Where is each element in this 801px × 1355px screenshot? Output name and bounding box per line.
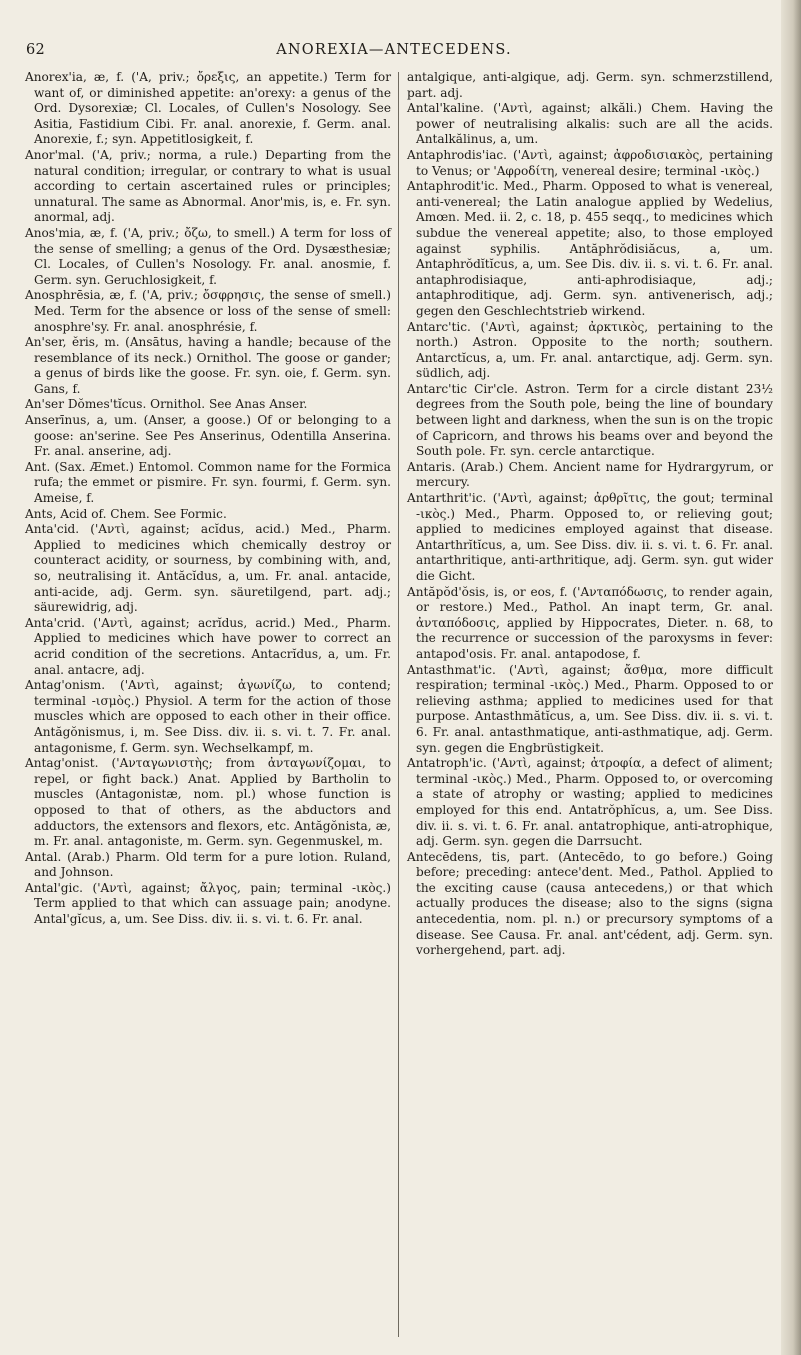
running-title: ANOREXIA—ANTECEDENS. (276, 42, 512, 58)
entry-antecedens: Antecēdens, tis, part. (Antecēdo, to go before.) Going before; preceding: antece'dent. Med., Pathol. Applied to the exciting cause (causa antecedens,) or that which actually produces the disease; also to the signs (signa antecedentia, nom. pl. n.) or precursory symptoms of a disease. See Causa. Fr. anal. ant'cédent, adj. Germ. syn. vorhergehend, part. adj. (407, 849, 773, 958)
entry-antaphrodisiac: Antaphrodis'iac. ('Αντὶ, against; ἀφροδισιακὸς, pertaining to Venus; or 'Αφροδίτη, venereal desire; terminal -ικὸς.) (407, 147, 773, 178)
entry-antarctic: Antarc'tic. ('Αντὶ, against; ἀρκτικὸς, pertaining to the north.) Astron. Opposite to the north; southern. Antarctĭcus, a, um. Fr. anal. antarctique, adj. Germ. syn. südlich, adj. (407, 319, 773, 381)
entry-antaris: Antaris. (Arab.) Chem. Ancient name for Hydrargyrum, or mercury. (407, 459, 773, 490)
entry-antal: Antal. (Arab.) Pharm. Old term for a pure lotion. Ruland, and Johnson. (25, 849, 391, 880)
entry-antarctic-circle: Antarc'tic Cir'cle. Astron. Term for a circle distant 23½ degrees from the South pole, being the line of boundary between light and darkness, when the sun is on the tropic of Capricorn, and throws his beams over and beyond the South pole. Fr. syn. cercle antarctique. (407, 381, 773, 459)
entry-anormal: Anor'mal. ('A, priv.; norma, a rule.) Departing from the natural condition; irregular, or contrary to what is usual according to certain ascertained rules or principles; unnatural. The same as Abnormal. Anor'mis, is, e. Fr. syn. anormal, adj. (25, 147, 391, 225)
entry-antatrophic: Antatroph'ic. ('Αντὶ, against; ἀτροφία, a defect of aliment; terminal -ικὸς.) Med., Pharm. Opposed to, or overcoming a state of atrophy or wasting; applied to medicines employed for this end. Antatrŏphĭcus, a, um. See Diss. div. ii. s. vi. t. 6. Fr. anal. antatrophique, anti-atrophique, adj. Germ. syn. gegen die Darrsucht. (407, 756, 773, 849)
entry-antagonism: Antag'onism. ('Αντὶ, against; ἀγωνίζω, to contend; terminal -ισμὸς.) Physiol. A term for the action of those muscles which are opposed to each other in their office. Antăgŏnismus, i, m. See Diss. div. ii. s. vi. t. 7. Fr. anal. antagonisme, f. Germ. syn. Wechselkampf, m. (25, 678, 391, 755)
entry-ant: Ant. (Sax. Æmet.) Entomol. Common name for the Formica rufa; the emmet or pismire. Fr. syn. fourmi, f. Germ. syn. Ameise, f. (25, 459, 391, 506)
entry-antalgic: Antal'gic. ('Αντὶ, against; ἄλγος, pain; terminal -ικὸς.) Term applied to that which can assuage pain; anodyne. Antal'gĭcus, a, um. See Diss. div. ii. s. vi. t. 6. Fr. anal. (25, 880, 391, 927)
entry-antalgic-continued: antalgique, anti-algique, adj. Germ. syn. schmerzstillend, part. adj. (407, 70, 773, 100)
running-header (24, 38, 764, 64)
entry-antagonist: Antag'onist. ('Ανταγωνιστὴς; from ἀνταγωνίζομαι, to repel, or fight back.) Anat. Applied by Bartholin to muscles (Antagonistæ, nom. pl.) whose function is opposed to that of others, as the abductors and adductors, the extensors and flexors, etc. Antăgŏnista, æ, m. Fr. anal. antagoniste, m. Germ. syn. Gegenmuskel, m. (25, 756, 391, 849)
entry-anser: An'ser, ĕris, m. (Ansātus, having a handle; because of the resemblance of its neck.) Ornithol. The goose or gander; a genus of birds like the goose. Fr. syn. oie, f. Germ. syn. Gans, f. (25, 335, 391, 396)
entry-antasthmatic: Antasthmat'ic. ('Αντὶ, against; ἄσθμα, more difficult respiration; terminal -ικὸς.) Med., Pharm. Opposed to or relieving asthma; applied to medicines used for that purpose. Antasthmătĭcus, a, um. See Diss. div. ii. s. vi. t. 6. Fr. anal. antasthmatique, anti-asthmatique, adj. Germ. syn. gegen die Engbrüstigkeit. (407, 662, 773, 755)
page-edge (781, 0, 801, 1355)
entry-anosphresia: Anosphrēsia, æ, f. ('A, priv.; ὄσφρησις, the sense of smell.) Med. Term for the absence or loss of the sense of smell: anosphre'sy. Fr. anal. anosphrésie, f. (25, 288, 391, 334)
entry-antacid: Anta'cid. ('Αντὶ, against; acĭdus, acid.) Med., Pharm. Applied to medicines which chemically destroy or counteract acidity, or sourness, by combining with, and, so, neutralising it. Antăcĭdus, a, um. Fr. anal. antacide, anti-acide, adj. Germ. syn. säuretilgend, part. adj.; säurewidrig, adj. (25, 522, 391, 615)
entry-antaphroditic: Antaphrodit'ic. Med., Pharm. Opposed to what is venereal, anti-venereal; the Latin analogue applied by Wedelius, Amœn. Med. ii. 2, c. 18, p. 455 seqq., to medicines which subdue the venereal appetite; also, to those employed against syphilis. Antăphrŏdisiăcus, a, um. Antaphrŏdĭtĭcus, a, um. See Dis. div. ii. s. vi. t. 6. Fr. anal. antaphrodisiaque, anti-aphrodisiaque, adj.; antaphroditique, adj. Germ. syn. antivenerisch, adj.; gegen den Geschlechtstrieb wirkend. (407, 179, 773, 318)
entry-antacrid: Anta'crid. ('Αντὶ, against; acrĭdus, acrid.) Med., Pharm. Applied to medicines which have power to correct an acrid condition of the secretions. Antacrĭdus, a, um. Fr. anal. antacre, adj. (25, 615, 391, 677)
right-column (407, 70, 773, 959)
entry-antapodosis: Antăpŏd'ŏsis, is, or eos, f. ('Ανταπόδωσις, to render again, or restore.) Med., Pathol. An inapt term, Gr. anal. ἀνταπόδοσις, applied by Hippocrates, Dieter. n. 68, to the recurrence or succession of the paroxysms in fever: antapod'osis. Fr. anal. antapodose, f. (407, 584, 773, 661)
left-column (25, 70, 391, 928)
entry-antarthritic: Antarthrit'ic. ('Αντὶ, against; ἀρθρῖτις, the gout; terminal -ικὸς.) Med., Pharm. Opposed to, or relieving gout; applied to medicines employed against that disease. Antarthrĭtĭcus, a, um. See Diss. div. ii. s. vi. t. 6. Fr. anal. antarthritique, anti-arthritique, adj. Germ. syn. gut wider die Gicht. (407, 491, 773, 583)
entry-antalkaline: Antal'kaline. ('Αντὶ, against; alkăli.) Chem. Having the power of neutralising alkalis: such are all the acids. Antalkălinus, a, um. (407, 101, 773, 147)
entry-anser-domesticus: An'ser Dŏmes'tĭcus. Ornithol. See Anas Anser. (25, 397, 308, 412)
entry-anosmia: Anos'mia, æ, f. ('A, priv.; ὄζω, to smell.) A term for loss of the sense of smelling; a genus of the Ord. Dysæsthesiæ; Cl. Locales, of Cullen's Nosology. Fr. anal. anosmie, f. Germ. syn. Geruchlosigkeit, f. (25, 225, 391, 287)
entry-anorexia: Anorex'ia, æ, f. ('A, priv.; ὄρεξις, an appetite.) Term for want of, or diminished appetite: an'orexy: a genus of the Ord. Dysorexiæ; Cl. Locales, of Cullen's Nosology. See Asitia, Fastidium Cibi. Fr. anal. anorexie, f. Germ. anal. Anorexie, f.; syn. Appetitlosigkeit, f. (25, 70, 391, 147)
column-rule (398, 72, 399, 1337)
entry-ants-acid-of: Ants, Acid of. Chem. See Formic. (25, 506, 227, 521)
page-number: 62 (26, 42, 46, 58)
entry-anserinus: Anserīnus, a, um. (Anser, a goose.) Of or belonging to a goose: an'serine. See Pes Anserinus, Odentilla Anserina. Fr. anal. anserine, adj. (25, 413, 391, 459)
